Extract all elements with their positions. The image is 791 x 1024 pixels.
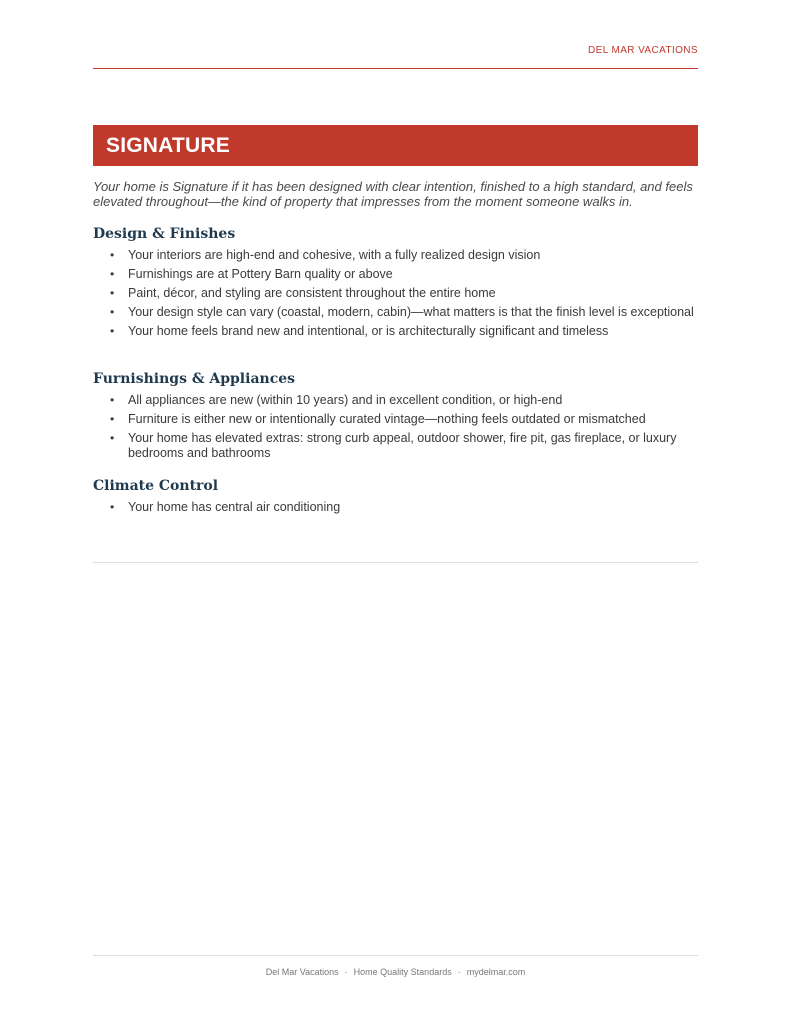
content-divider: [93, 562, 698, 563]
bullet-icon: •: [110, 248, 115, 262]
bullet-icon: •: [110, 431, 115, 445]
footer-divider: [93, 955, 698, 956]
bullet-icon: •: [110, 412, 115, 426]
tier-intro: Your home is Signature if it has been designed with clear intention, finished to a high standard, and feels elevated throughout—the kind of property that impresses from the moment someone walks in.: [93, 179, 693, 209]
footer-document-title: Home Quality Standards: [353, 967, 452, 977]
document-page: [93, 0, 698, 1024]
section-design-finishes: [93, 226, 698, 343]
tier-title: SIGNATURE: [106, 134, 230, 157]
header-divider: [93, 68, 698, 69]
list-item-text: Your home has elevated extras: strong curb appeal, outdoor shower, fire pit, gas fireplace, or luxury bedrooms and bathrooms: [128, 431, 677, 460]
bullet-icon: •: [110, 500, 115, 514]
list-item: [93, 324, 698, 339]
bullet-icon: •: [110, 393, 115, 407]
list-item: [93, 412, 698, 427]
section-heading: Design & Finishes: [93, 226, 236, 242]
bullet-icon: •: [110, 267, 115, 281]
tier-title-banner: [93, 125, 698, 166]
section-furnishings-appliances: [93, 371, 698, 465]
footer-separator: ·: [344, 967, 348, 977]
criteria-list: [93, 500, 698, 515]
bullet-icon: •: [110, 286, 115, 300]
list-item-text: Your design style can vary (coastal, modern, cabin)—what matters is that the finish level is exceptional: [128, 305, 694, 319]
footer-separator: ·: [457, 967, 461, 977]
list-item: [93, 500, 698, 515]
section-climate-control: [93, 478, 698, 519]
section-heading: Climate Control: [93, 478, 219, 494]
criteria-list: [93, 393, 698, 461]
list-item: [93, 305, 698, 320]
header-brand: DEL MAR VACATIONS: [588, 45, 698, 56]
list-item: [93, 267, 698, 282]
list-item-text: Paint, décor, and styling are consistent throughout the entire home: [128, 286, 496, 300]
list-item-text: All appliances are new (within 10 years) and in excellent condition, or high-end: [128, 393, 563, 407]
list-item: [93, 431, 698, 461]
footer-website: mydelmar.com: [466, 967, 526, 977]
list-item: [93, 248, 698, 263]
bullet-icon: •: [110, 305, 115, 319]
list-item-text: Your home has central air conditioning: [128, 500, 341, 514]
criteria-list: [93, 248, 698, 339]
list-item-text: Furniture is either new or intentionally curated vintage—nothing feels outdated or mismatched: [128, 412, 646, 426]
list-item-text: Your home feels brand new and intentional, or is architecturally significant and timeless: [128, 324, 609, 338]
section-heading: Furnishings & Appliances: [93, 371, 296, 387]
list-item-text: Your interiors are high-end and cohesive, with a fully realized design vision: [128, 248, 541, 262]
list-item: [93, 393, 698, 408]
footer-company: Del Mar Vacations: [265, 967, 339, 977]
footer: [93, 967, 698, 977]
list-item: [93, 286, 698, 301]
list-item-text: Furnishings are at Pottery Barn quality or above: [128, 267, 393, 281]
bullet-icon: •: [110, 324, 115, 338]
